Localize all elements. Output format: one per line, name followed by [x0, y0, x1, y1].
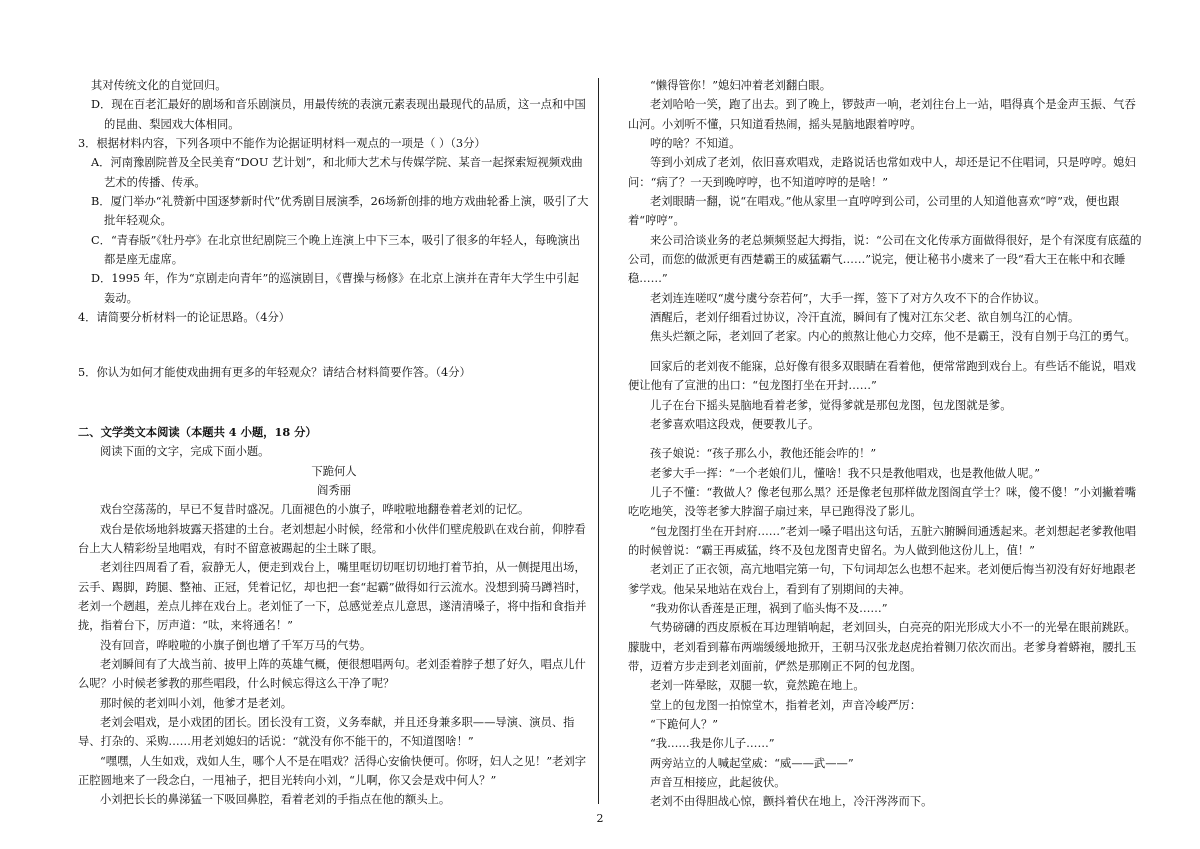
story-paragraph: 那时候的老刘叫小刘，他爹才是老刘。: [100, 696, 293, 710]
story-paragraph: 声音互相接应，此起彼伏。: [650, 776, 786, 790]
story-paragraph: 儿子在台下摇头晃脑地看着老爹，觉得爹就是那包龙图，包龙图就是爹。: [650, 398, 1012, 412]
q5-answer-space: [78, 383, 590, 423]
story-author: 阎秀丽: [317, 483, 351, 497]
story-paragraph: 老刘眼睛一翻，说“在唱戏。”他从家里一直哼哼到公司，公司里的人知道他喜欢“哼”戏，便也跟着“哼哼”。: [628, 195, 1120, 228]
page-number: 2: [596, 812, 604, 825]
story-paragraph: 老刘连连嗟叹“虞兮虞兮奈若何”，大手一挥，签下了对方久攻不下的合作协议。: [650, 291, 1046, 305]
story-paragraph: 哼的啥？不知道。: [650, 137, 741, 151]
story-paragraph: “包龙图打坐在开封府……”老刘一嗓子唱出这句话，五脏六腑瞬间通透起来。老刘想起老爹教他唱的时候曾说：“霸王再威猛，终不及包龙图青史留名。为人做到他这份儿上，值！”: [628, 524, 1137, 557]
story-paragraph: 老刘正了正衣领，高亢地唱完第一句，下句词却怎么也想不起来。老刘便后悔当初没有好好地跟老爹学戏。他呆呆地站在戏台上，看到有了别期间的夫神。: [628, 563, 1136, 596]
story-paragraph: 焦头烂额之际，老刘回了老家。内心的煎熬让他心力交瘁，他不是霸王，没有自刎于乌江的勇气。: [650, 330, 1136, 344]
story-paragraph: 戏台是依场地斜坡露天搭建的土台。老刘想起小时候，经常和小伙伴们壁虎般趴在戏台前，仰脖看台上大人精彩纷呈地唱戏，有时不留意被踢起的尘土眯了眼。: [78, 522, 586, 555]
right-column: [628, 76, 1142, 812]
story-paragraph: “我劝你认香莲是正理，祸到了临头悔不及……”: [650, 601, 888, 615]
story-paragraph: 回家后的老刘夜不能寐，总好像有很多双眼睛在看着他，便常常跑到戏台上。有些话不能说，唱戏便让他有了宣泄的出口：“包龙图打坐在开封……”: [628, 359, 1136, 393]
q4-answer-space: [78, 327, 590, 363]
q3-option-a: A．河南豫剧院普及全民美育“DOU 艺计划”，和北师大艺术与传媒学院、某音一起探索短视频戏曲艺术的传播、传承。: [91, 156, 583, 189]
story-paragraph: “嘿嘿，人生如戏，戏如人生，哪个人不是在唱戏？活得心安偷快便可。你呀，妇人之见！”老刘字正腔圆地来了一段念白，一甩袖子，把目光转向小刘，“儿啊，你又会是戏中何人？”: [78, 754, 587, 787]
q2-option-d: D．现在百老汇最好的剧场和音乐剧演员，用最传统的表演元素表现出最现代的品质，这一点和中国的昆曲、梨园戏大体相同。: [91, 98, 586, 131]
left-column: [78, 76, 590, 810]
story-paragraph: 小刘把长长的鼻涕猛一下吸回鼻腔，看着老刘的手指点在他的额头上。: [100, 793, 451, 807]
story-paragraph: 气势磅礴的西皮原板在耳边理销响起，老刘回头，白亮亮的阳光形成大小不一的光晕在眼前跳跃。朦胧中，老刘看到幕布两端缓缓地掀开，王朝马汉张龙赵虎抬着铡刀依次而出。老爹身着蟒袍，腰扎玉带，迈着方步走到老刘面前，俨然是那刚正不阿的包龙图。: [628, 621, 1137, 673]
q5-stem: 5．你认为如何才能使戏曲拥有更多的年轻观众？请结合材料简要作答。（4分）: [78, 366, 471, 380]
story-paragraph: 等到小刘成了老刘，依旧喜欢唱戏，走路说话也常如戏中人，却还是记不住唱词，只是哼哼。媳妇问：“病了？一天到晚哼哼，也不知道哼哼的是啥！”: [628, 156, 1136, 189]
q3-option-b: B．厦门举办“礼赞新中国逐梦新时代”优秀剧目展演季，26场新创排的地方戏曲轮番上演，吸引了大批年轻观众。: [91, 195, 589, 228]
story-paragraph: 没有回音，哗啦啦的小旗子倒也增了千军万马的气势。: [100, 638, 372, 652]
story-paragraph: 老刘往四周看了看，寂静无人，便走到戏台上，嘴里哐切切哐切切地打着节拍，从一侧提甩出场，云手、踢脚，跨腿、整袖、正冠，凭着记忆，却也把一套“起霸”做得如行云流水。没想到骑马蹲裆时，老刘一个趔趄，差点儿摔在戏台上。老刘怔了一下，总感觉差点儿意思，遂清清嗓子，将中指和食指并拢，指着台下，厉声道：“呔，来将通名！”: [78, 561, 587, 633]
column-divider: [598, 78, 599, 804]
story-paragraph: 老刘会唱戏，是小戏团的团长。团长没有工资，义务奉献，并且还身兼多职——导演、演员、指导、打杂的、采购……用老刘媳妇的话说：“就没有你不能干的，不知道图啥！”: [78, 715, 575, 749]
story-paragraph: 老爹喜欢唱这段戏，便要教儿子。: [650, 417, 820, 431]
section2-title: 二、文学类文本阅读（本题共 4 小题，18 分）: [78, 424, 317, 439]
story-paragraph: 儿子不懂：“教做人？像老包那么黑？还是像老包那样做龙图阁直学士？咪，傻不傻！”小刘撇着嘴吃吃地笑，没等老爹大脖溜子扇过来，早已跑得没了影儿。: [628, 485, 1137, 519]
story-paragraph: 老爹大手一挥：“一个老娘们儿，懂啥！我不只是教他唱戏，也是教他做人呢。”: [650, 466, 1040, 480]
story-paragraph: 堂上的包龙图一拍惊堂木，指着老刘，声音冷峻严厉：: [650, 698, 922, 712]
story-paragraph: “懒得管你！”媳妇冲着老刘翻白眼。: [650, 79, 832, 92]
q2-continuation: 其对传统文化的自觉回归。: [91, 79, 227, 92]
story-paragraph: “我……我是你儿子……”: [650, 737, 775, 751]
q3-option-d: D．1995 年，作为“京剧走向青年”的巡演剧目，《曹操与杨修》在北京上演并在青年大学生中引起轰动。: [91, 272, 579, 305]
story-paragraph: 老刘哈哈一笑，跑了出去。到了晚上，锣鼓声一响，老刘往台上一站，唱得真个是金声玉振、气吞山河。小刘听不懂，只知道看热闹，摇头晃脑地跟着哼哼。: [628, 98, 1136, 131]
story-paragraph: 孩子娘说：“孩子那么小，教他还能会咋的！”: [650, 447, 877, 461]
story-paragraph: 来公司洽谈业务的老总频频竖起大拇指，说：“公司在文化传承方面做得很好，是个有深度有底蕴的公司，而您的做派更有西楚霸王的威猛霸气……”说完，便让秘书小虞来了一段“看大王在帐中和衣睡稳……”: [628, 233, 1142, 286]
story-paragraph: 酒醒后，老刘仔细看过协议，冷汗直流，瞬间有了愧对江东父老、欲自刎乌江的心情。: [650, 311, 1080, 325]
story-paragraph: 老刘不由得胆战心惊，颤抖着伏在地上，冷汗涔涔而下。: [650, 795, 933, 809]
story-title: 下跪何人: [311, 464, 357, 478]
q3-stem: 3．根据材料内容，下列各项中不能作为论据证明材料一观点的一项是（ ）（3分）: [78, 137, 486, 151]
story-paragraph: 戏台空荡荡的，早已不复昔时盛况。几面褪色的小旗子，哗啦啦地翻卷着老刘的记忆。: [100, 503, 530, 517]
q3-option-c: C．“青春版”《牡丹亭》在北京世纪剧院三个晚上连演上中下三本，吸引了很多的年轻人，每晚演出都是座无虚席。: [91, 233, 581, 267]
q4-stem: 4．请简要分析材料一的论证思路。（4分）: [78, 311, 291, 325]
section2-instruction: 阅读下面的文字，完成下面小题。: [100, 445, 270, 459]
story-paragraph: “下跪何人？”: [650, 718, 719, 731]
story-paragraph: 老刘瞬间有了大战当前、披甲上阵的英雄气概，便很想唱两句。老刘歪着脖子想了好久，唱点儿什么呢？小时候老爹教的那些唱段，什么时候忘得这么干净了呢？: [78, 657, 586, 691]
story-paragraph: 老刘一阵晕眩，双腿一软，竟然跪在地上。: [650, 679, 865, 693]
story-paragraph: 两旁站立的人喊起堂威：“威——武——”: [650, 756, 854, 770]
